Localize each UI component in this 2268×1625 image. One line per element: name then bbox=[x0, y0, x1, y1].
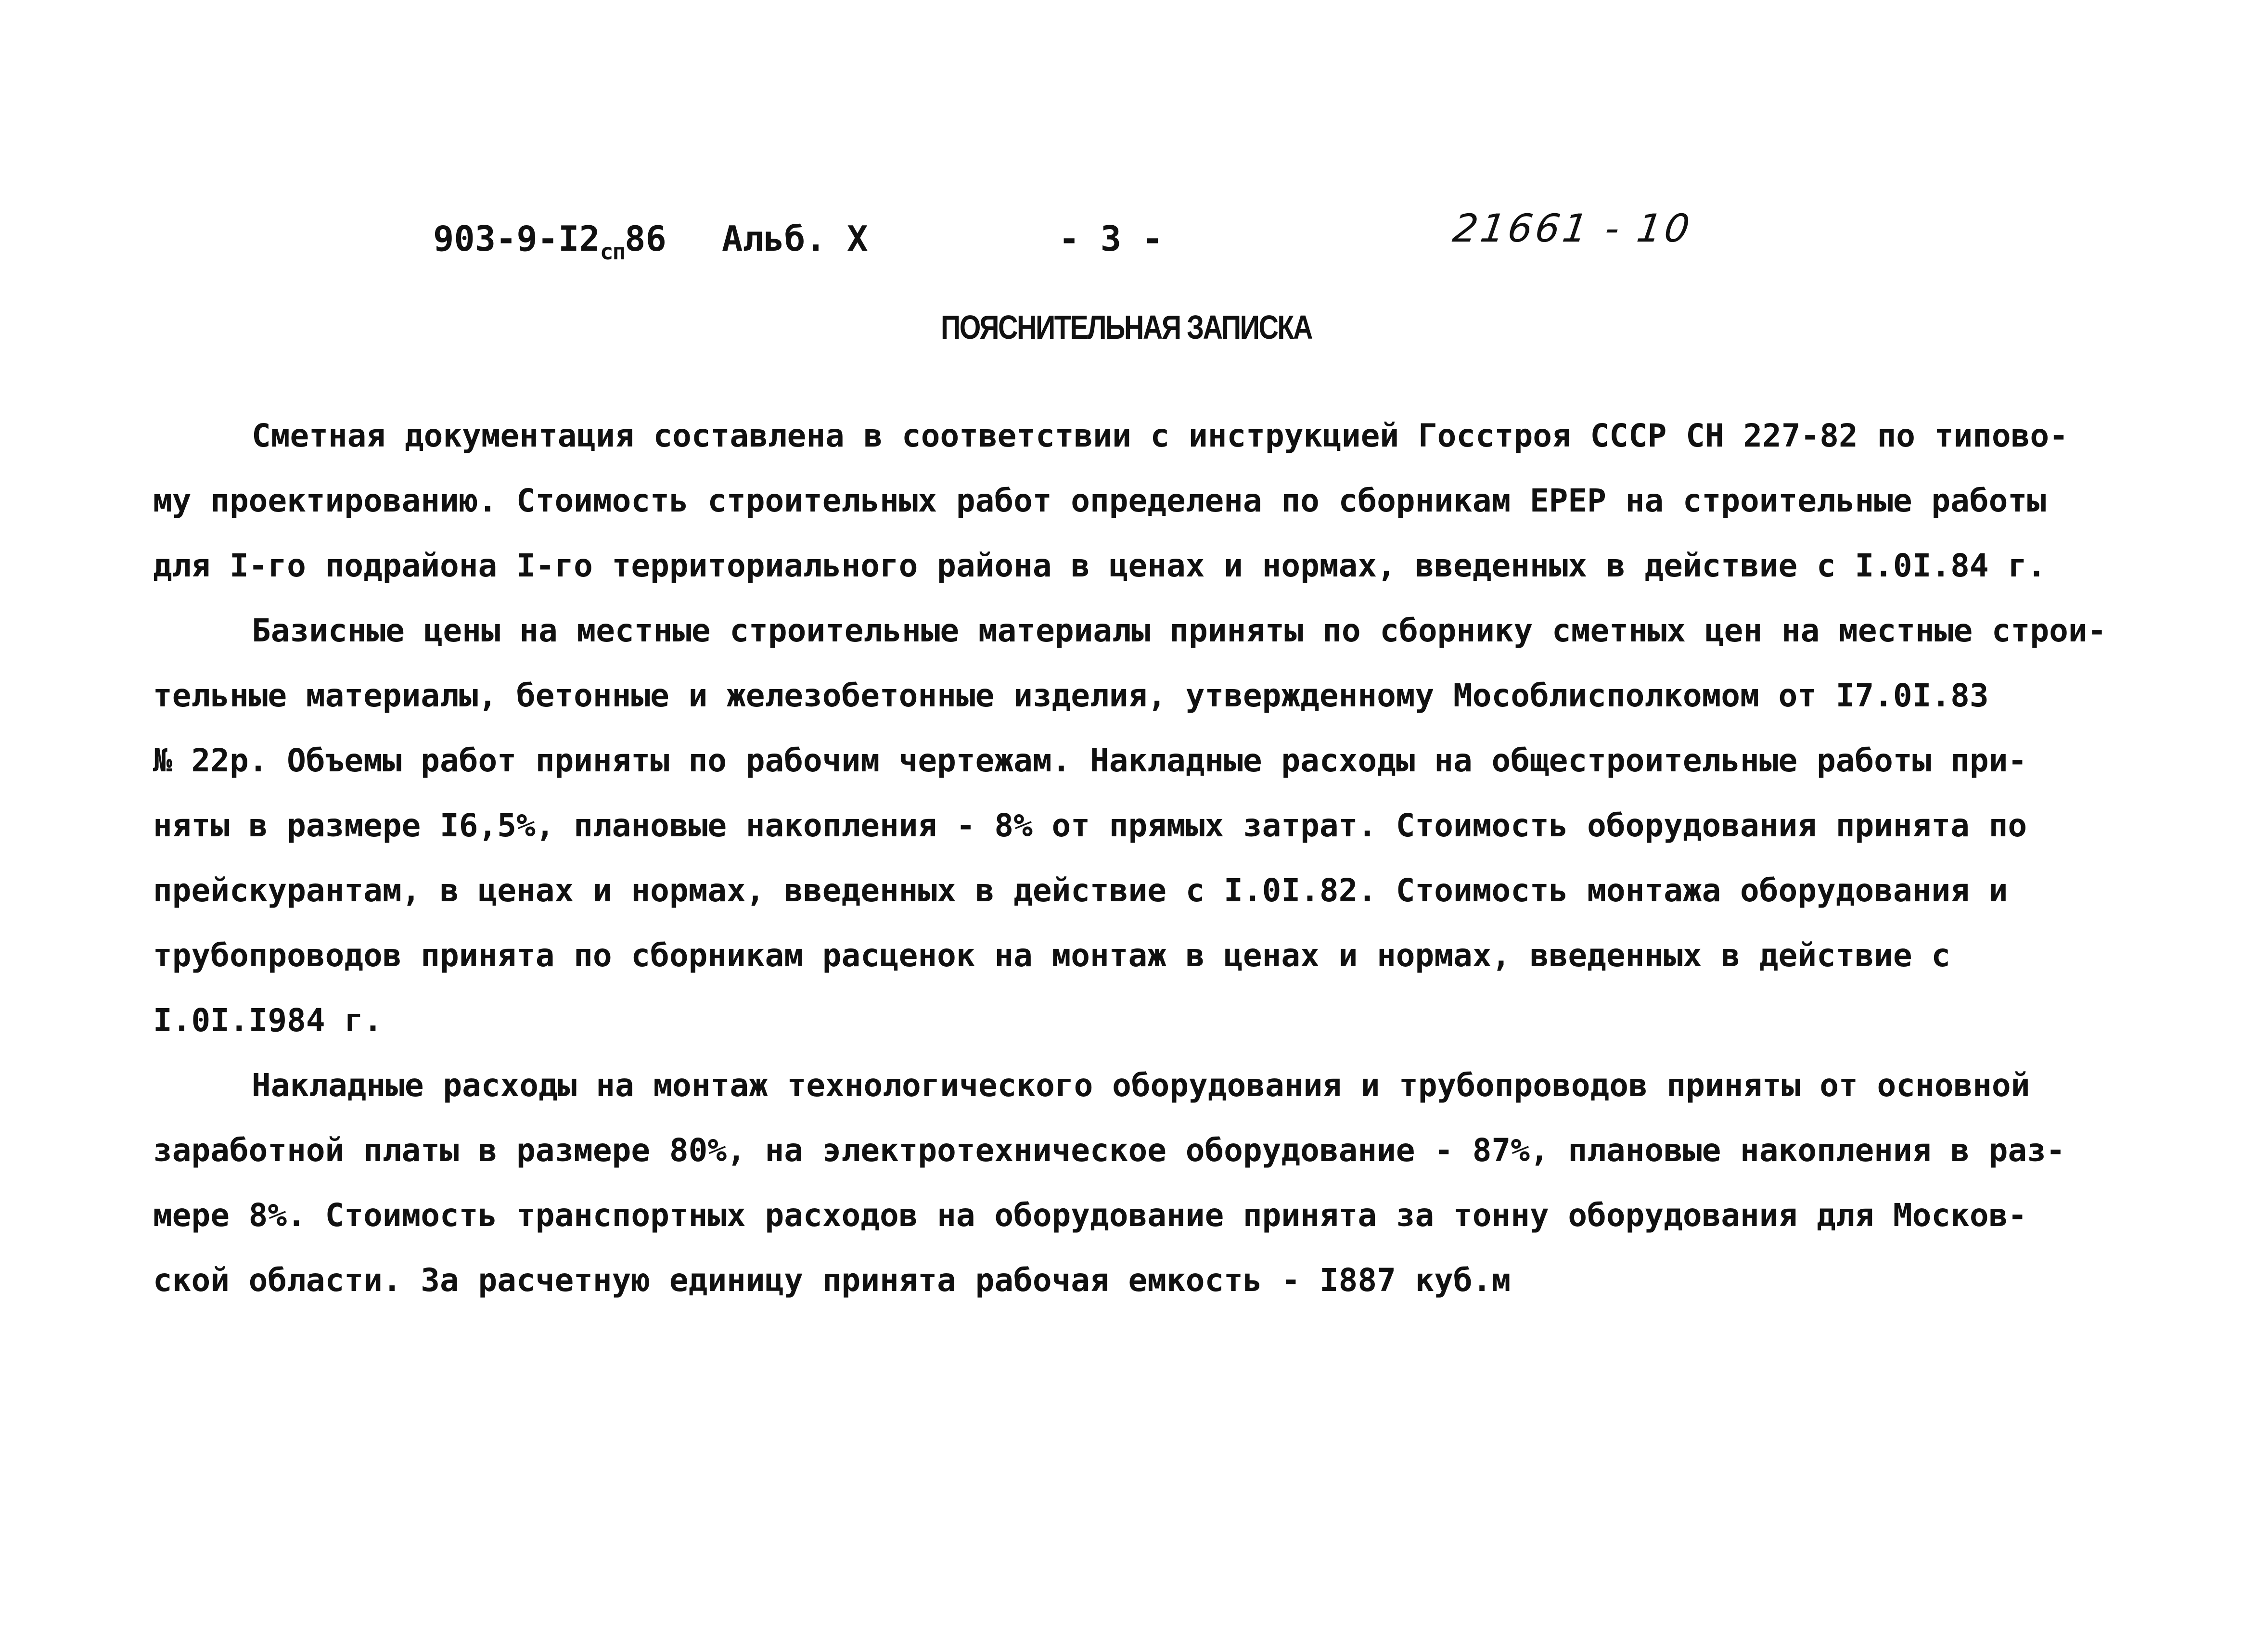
paragraph-3-line-4: ской области. За расчетную единицу принята рабочая емкость - I887 куб.м bbox=[153, 1262, 1511, 1299]
paragraph-2-line-2: тельные материалы, бетонные и железобетонные изделия, утвержденному Мособлисполкомом от I7.0I.83 bbox=[153, 677, 1989, 714]
document-number bbox=[433, 218, 666, 265]
paragraph-1-line-2: му проектированию. Стоимость строительных работ определена по сборникам ЕРЕР на строительные работы bbox=[153, 482, 2046, 519]
album-label: Альб. X bbox=[722, 218, 868, 259]
paragraph-2-line-4: няты в размере I6,5%, плановые накопления - 8% от прямых затрат. Стоимость оборудования принята по bbox=[153, 807, 2027, 844]
paragraph-3-line-3: мере 8%. Стоимость транспортных расходов на оборудование принята за тонну оборудования для Москов- bbox=[153, 1197, 2027, 1234]
paragraph-2-line-6: трубопроводов принята по сборникам расценок на монтаж в ценах и нормах, введенных в действие с bbox=[153, 937, 1951, 974]
paragraph-2-line-1: Базисные цены на местные строительные материалы приняты по сборнику сметных цен на местные строи- bbox=[252, 612, 2107, 649]
document-number-year: 86 bbox=[625, 218, 666, 259]
document-body bbox=[153, 403, 2150, 1313]
paragraph-1-line-1: Сметная документация составлена в соответствии с инструкцией Госстроя СССР СН 227-82 по типово- bbox=[252, 417, 2068, 454]
paragraph-2-line-3: № 22р. Объемы работ приняты по рабочим чертежам. Накладные расходы на общестроительные работы при- bbox=[153, 742, 2027, 779]
paragraph-3-line-2: заработной платы в размере 80%, на электротехническое оборудование - 87%, плановые накопления в раз- bbox=[153, 1132, 2065, 1169]
paragraph-2-line-7: I.0I.I984 г. bbox=[153, 1002, 383, 1039]
paragraph-2-line-5: прейскурантам, в ценах и нормах, введенных в действие с I.0I.82. Стоимость монтажа оборудования и bbox=[153, 872, 2008, 909]
document-number-base: 903-9-I2 bbox=[433, 218, 600, 259]
page-title: ПОЯСНИТЕЛЬНАЯ ЗАПИСКА bbox=[941, 308, 1312, 346]
paragraph-3-line-1: Накладные расходы на монтаж технологического оборудования и трубопроводов приняты от основной bbox=[252, 1067, 2030, 1104]
page-number: - 3 - bbox=[1059, 218, 1163, 259]
document-number-suffix: сп bbox=[600, 239, 625, 265]
paragraph-1-line-3: для I-го подрайона I-го территориального района в ценах и нормах, введенных в действие с I.0I.84 г. bbox=[153, 547, 2046, 584]
handwritten-number: 21661 - 10 bbox=[1450, 206, 1695, 251]
